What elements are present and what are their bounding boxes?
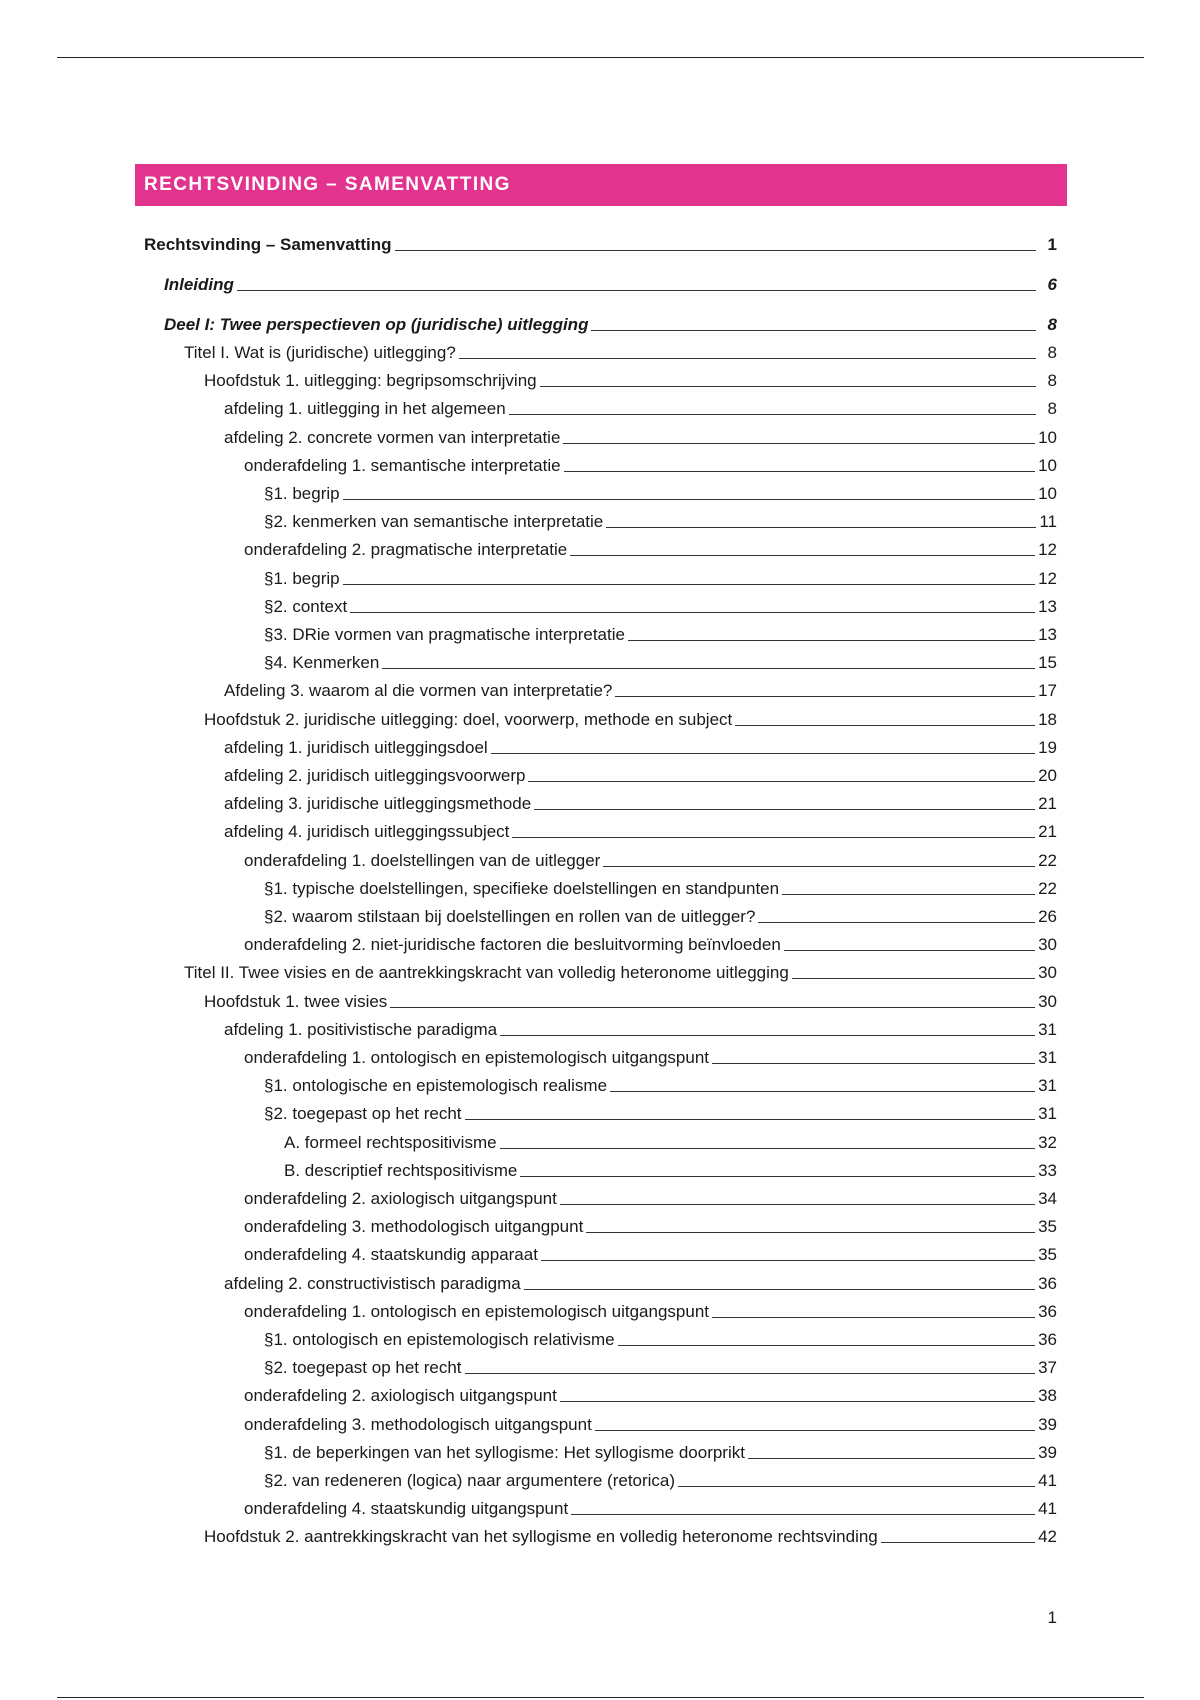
toc-entry-title: Hoofdstuk 2. juridische uitlegging: doel, voorwerp, methode en subject bbox=[204, 709, 733, 729]
toc-entry-title: onderafdeling 2. niet-juridische factoren die besluitvorming beïnvloeden bbox=[244, 935, 781, 955]
toc-entry-page: 12 bbox=[1038, 568, 1057, 588]
toc-entry-page: 30 bbox=[1038, 963, 1057, 983]
toc-leader-line bbox=[560, 1204, 1035, 1205]
toc-leader-line bbox=[782, 894, 1035, 895]
toc-entry[interactable] bbox=[224, 1015, 1057, 1041]
toc-entry[interactable] bbox=[244, 1240, 1057, 1266]
toc-leader-line bbox=[615, 696, 1035, 697]
toc-leader-line bbox=[610, 1091, 1035, 1092]
toc-leader-line bbox=[748, 1458, 1035, 1459]
toc-entry[interactable] bbox=[204, 1522, 1057, 1548]
toc-entry-title: onderafdeling 1. ontologisch en epistemologisch uitgangspunt bbox=[244, 1048, 709, 1067]
toc-entry[interactable] bbox=[224, 733, 1057, 759]
toc-entry[interactable] bbox=[224, 676, 1057, 702]
toc-entry[interactable] bbox=[244, 1381, 1057, 1407]
toc-entry[interactable] bbox=[264, 1466, 1057, 1492]
toc-entry[interactable] bbox=[264, 1325, 1057, 1351]
toc-entry-title: onderafdeling 3. methodologisch uitgangpunt bbox=[244, 1217, 584, 1237]
toc-leader-line bbox=[586, 1232, 1035, 1233]
toc-leader-line bbox=[237, 290, 1036, 291]
toc-entry[interactable] bbox=[244, 451, 1057, 477]
toc-entry[interactable] bbox=[244, 1212, 1057, 1238]
toc-entry-title: onderafdeling 1. semantische interpretatie bbox=[244, 455, 561, 475]
toc-leader-line bbox=[603, 866, 1035, 867]
toc-entry-page: 31 bbox=[1038, 1076, 1057, 1096]
toc-entry-title: A. formeel rechtspositivisme bbox=[284, 1132, 497, 1152]
toc-leader-line bbox=[560, 1401, 1035, 1402]
toc-entry-title: §2. van redeneren (logica) naar argumentere (retorica) bbox=[264, 1471, 676, 1490]
toc-entry[interactable] bbox=[284, 1128, 1057, 1154]
toc-leader-line bbox=[758, 922, 1035, 923]
toc-leader-line bbox=[465, 1373, 1036, 1374]
toc-entry-title: afdeling 2. constructivistisch paradigma bbox=[224, 1273, 521, 1293]
toc-entry-page: 31 bbox=[1038, 1104, 1057, 1124]
toc-entry-title: §2. context bbox=[264, 596, 348, 616]
toc-leader-line bbox=[540, 386, 1036, 387]
toc-entry-page: 36 bbox=[1038, 1273, 1057, 1293]
toc-entry[interactable] bbox=[244, 846, 1057, 872]
toc-entry-title: Inleiding bbox=[164, 275, 234, 294]
toc-leader-line bbox=[500, 1148, 1036, 1149]
toc-entry[interactable] bbox=[264, 507, 1057, 533]
toc-entry-title: onderafdeling 1. ontologisch en epistemologisch uitgangspunt bbox=[244, 1301, 709, 1321]
toc-leader-line bbox=[784, 950, 1035, 951]
toc-leader-line bbox=[512, 837, 1035, 838]
toc-entry-page: 20 bbox=[1038, 766, 1057, 785]
toc-entry[interactable] bbox=[264, 1438, 1057, 1464]
toc-entry[interactable] bbox=[164, 310, 1057, 336]
toc-entry-title: §1. begrip bbox=[264, 568, 340, 588]
toc-entry[interactable] bbox=[204, 705, 1057, 731]
toc-entry[interactable] bbox=[244, 1297, 1057, 1323]
toc-entry-page: 8 bbox=[1047, 371, 1057, 391]
toc-entry-page: 30 bbox=[1038, 935, 1057, 955]
toc-leader-line bbox=[618, 1345, 1036, 1346]
toc-leader-line bbox=[606, 527, 1036, 528]
toc-entry[interactable] bbox=[244, 1184, 1057, 1210]
toc-entry-page: 11 bbox=[1039, 512, 1057, 532]
toc-entry-title: onderafdeling 2. pragmatische interpretatie bbox=[244, 540, 568, 560]
toc-entry-title: Deel I: Twee perspectieven op (juridische) uitlegging bbox=[164, 315, 589, 334]
toc-entry-title: afdeling 3. juridische uitleggingsmethode bbox=[224, 794, 532, 814]
toc-entry-title: §4. Kenmerken bbox=[264, 653, 380, 673]
toc-entry-page: 22 bbox=[1038, 850, 1057, 870]
bottom-rule bbox=[57, 1697, 1144, 1698]
toc-entry-page: 42 bbox=[1038, 1527, 1057, 1547]
toc-entry-title: Hoofdstuk 2. aantrekkingskracht van het syllogisme en volledig heteronome rechtsvinding bbox=[204, 1527, 878, 1547]
toc-entry-page: 39 bbox=[1038, 1414, 1057, 1434]
toc-leader-line bbox=[541, 1260, 1035, 1261]
toc-entry[interactable] bbox=[244, 535, 1057, 561]
toc-leader-line bbox=[465, 1119, 1036, 1120]
toc-leader-line bbox=[343, 584, 1035, 585]
toc-entry-title: §2. toegepast op het recht bbox=[264, 1104, 462, 1124]
toc-entry-page: 15 bbox=[1038, 653, 1057, 673]
toc-entry-page: 39 bbox=[1038, 1442, 1057, 1462]
toc-entry-page: 18 bbox=[1038, 709, 1057, 729]
toc-entry-page: 36 bbox=[1038, 1301, 1057, 1321]
toc-entry[interactable] bbox=[244, 1043, 1057, 1069]
toc-entry[interactable] bbox=[284, 1156, 1057, 1182]
toc-entry-page: 34 bbox=[1038, 1189, 1057, 1208]
toc-leader-line bbox=[881, 1542, 1035, 1543]
toc-entry[interactable] bbox=[204, 366, 1057, 392]
toc-leader-line bbox=[509, 414, 1036, 415]
toc-entry-title: afdeling 4. juridisch uitleggingssubject bbox=[224, 822, 510, 842]
toc-entry[interactable] bbox=[264, 874, 1057, 900]
toc-entry[interactable] bbox=[164, 270, 1057, 296]
toc-entry-title: B. descriptief rechtspositivisme bbox=[284, 1160, 518, 1180]
toc-entry-page: 12 bbox=[1038, 540, 1057, 560]
toc-entry[interactable] bbox=[264, 479, 1057, 505]
toc-entry-title: §1. de beperkingen van het syllogisme: Het syllogisme doorprikt bbox=[264, 1442, 745, 1462]
toc-entry[interactable] bbox=[224, 789, 1057, 815]
page-number: 1 bbox=[1047, 1608, 1057, 1627]
toc-leader-line bbox=[591, 330, 1036, 331]
toc-entry[interactable] bbox=[244, 930, 1057, 956]
toc-entry-title: onderafdeling 1. doelstellingen van de uitlegger bbox=[244, 850, 601, 870]
toc-entry-page: 32 bbox=[1038, 1132, 1057, 1152]
toc-entry-title: afdeling 1. positivistische paradigma bbox=[224, 1019, 498, 1039]
toc-entry-page: 21 bbox=[1038, 794, 1057, 814]
toc-leader-line bbox=[712, 1317, 1035, 1318]
toc-entry-title: §1. begrip bbox=[264, 484, 340, 503]
toc-leader-line bbox=[390, 1007, 1035, 1008]
toc-entry-page: 37 bbox=[1038, 1358, 1057, 1378]
toc-entry-title: afdeling 2. juridisch uitleggingsvoorwerp bbox=[224, 766, 526, 785]
toc-entry-title: Hoofdstuk 1. uitlegging: begripsomschrijving bbox=[204, 371, 537, 391]
toc-entry-page: 8 bbox=[1047, 315, 1057, 334]
toc-leader-line bbox=[528, 781, 1035, 782]
toc-entry-page: 1 bbox=[1047, 235, 1057, 254]
toc-entry-page: 22 bbox=[1038, 878, 1057, 898]
toc-entry[interactable] bbox=[224, 761, 1057, 787]
toc-entry-title: §1. ontologische en epistemologisch realisme bbox=[264, 1076, 608, 1096]
toc-leader-line bbox=[524, 1289, 1035, 1290]
toc-leader-line bbox=[792, 978, 1035, 979]
toc-entry[interactable] bbox=[244, 1494, 1057, 1520]
toc-entry-page: 35 bbox=[1038, 1217, 1057, 1237]
toc-entry-title: onderafdeling 4. staatskundig uitgangspunt bbox=[244, 1499, 569, 1519]
toc-entry-title: Afdeling 3. waarom al die vormen van interpretatie? bbox=[224, 681, 613, 701]
toc-entry-page: 33 bbox=[1038, 1160, 1057, 1180]
toc-entry-page: 6 bbox=[1047, 275, 1057, 294]
toc-entry-title: afdeling 2. concrete vormen van interpretatie bbox=[224, 427, 561, 447]
toc-entry[interactable] bbox=[264, 1353, 1057, 1379]
toc-entry[interactable] bbox=[264, 592, 1057, 618]
toc-leader-line bbox=[382, 668, 1035, 669]
toc-entry-page: 31 bbox=[1038, 1019, 1057, 1039]
toc-leader-line bbox=[343, 499, 1035, 500]
toc-entry[interactable] bbox=[264, 1099, 1057, 1125]
toc-entry-title: Titel I. Wat is (juridische) uitlegging? bbox=[184, 343, 456, 362]
toc-entry[interactable] bbox=[224, 817, 1057, 843]
toc-leader-line bbox=[678, 1486, 1035, 1487]
toc-entry[interactable] bbox=[264, 648, 1057, 674]
toc-entry[interactable] bbox=[224, 423, 1057, 449]
toc-leader-line bbox=[571, 1514, 1035, 1515]
toc-entry-page: 41 bbox=[1038, 1499, 1057, 1519]
toc-entry-page: 13 bbox=[1038, 625, 1057, 644]
toc-entry[interactable] bbox=[264, 1071, 1057, 1097]
toc-entry-page: 30 bbox=[1038, 991, 1057, 1011]
toc-entry-page: 35 bbox=[1038, 1245, 1057, 1265]
toc-entry-title: §3. DRie vormen van pragmatische interpretatie bbox=[264, 625, 625, 644]
toc-entry-page: 31 bbox=[1038, 1048, 1057, 1067]
toc-leader-line bbox=[520, 1176, 1035, 1177]
toc-leader-line bbox=[563, 443, 1035, 444]
toc-entry-page: 19 bbox=[1038, 737, 1057, 757]
toc-leader-line bbox=[564, 471, 1035, 472]
toc-leader-line bbox=[491, 753, 1035, 754]
toc-entry-title: §2. waarom stilstaan bij doelstellingen en rollen van de uitlegger? bbox=[264, 907, 756, 926]
toc-entry-page: 26 bbox=[1038, 907, 1057, 926]
toc-entry-page: 17 bbox=[1038, 681, 1057, 701]
toc-entry-title: §1. ontologisch en epistemologisch relativisme bbox=[264, 1330, 615, 1349]
toc-entry[interactable] bbox=[184, 958, 1057, 984]
toc-entry-page: 21 bbox=[1038, 822, 1057, 842]
toc-entry-page: 8 bbox=[1047, 399, 1057, 419]
document-title-banner: RECHTSVINDING – SAMENVATTING bbox=[135, 164, 1067, 206]
toc-leader-line bbox=[500, 1035, 1035, 1036]
toc-entry[interactable] bbox=[264, 564, 1057, 590]
toc-leader-line bbox=[735, 725, 1035, 726]
toc-entry-title: onderafdeling 3. methodologisch uitgangspunt bbox=[244, 1414, 592, 1434]
toc-entry[interactable] bbox=[144, 230, 1057, 256]
toc-leader-line bbox=[570, 555, 1035, 556]
toc-entry-title: afdeling 1. juridisch uitleggingsdoel bbox=[224, 737, 488, 757]
toc-entry-page: 10 bbox=[1038, 455, 1057, 475]
toc-entry-title: §2. toegepast op het recht bbox=[264, 1358, 462, 1378]
toc-entry[interactable] bbox=[264, 902, 1057, 928]
toc-entry-title: §2. kenmerken van semantische interpretatie bbox=[264, 512, 604, 532]
toc-entry-title: Hoofdstuk 1. twee visies bbox=[204, 991, 388, 1011]
toc-entry-title: Titel II. Twee visies en de aantrekkingskracht van volledig heteronome uitlegging bbox=[184, 963, 789, 983]
toc-entry-title: onderafdeling 2. axiologisch uitgangspunt bbox=[244, 1189, 557, 1208]
toc-entry[interactable] bbox=[264, 620, 1057, 646]
toc-leader-line bbox=[395, 250, 1037, 251]
top-rule bbox=[57, 57, 1144, 58]
toc-leader-line bbox=[595, 1430, 1035, 1431]
toc-entry-title: §1. typische doelstellingen, specifieke doelstellingen en standpunten bbox=[264, 878, 780, 898]
toc-entry-page: 10 bbox=[1038, 484, 1057, 503]
toc-entry-page: 8 bbox=[1047, 343, 1057, 362]
toc-leader-line bbox=[459, 358, 1036, 359]
toc-leader-line bbox=[628, 640, 1035, 641]
toc-leader-line bbox=[350, 612, 1035, 613]
toc-entry-title: afdeling 1. uitlegging in het algemeen bbox=[224, 399, 506, 419]
toc-entry-page: 41 bbox=[1038, 1471, 1057, 1490]
toc-entry[interactable] bbox=[184, 338, 1057, 364]
toc-entry-page: 10 bbox=[1038, 427, 1057, 447]
toc-entry[interactable] bbox=[204, 987, 1057, 1013]
toc-leader-line bbox=[712, 1063, 1035, 1064]
toc-entry-page: 13 bbox=[1038, 596, 1057, 616]
toc-leader-line bbox=[534, 809, 1035, 810]
toc-entry-page: 36 bbox=[1038, 1330, 1057, 1349]
toc-entry[interactable] bbox=[224, 394, 1057, 420]
toc-entry-title: onderafdeling 4. staatskundig apparaat bbox=[244, 1245, 538, 1265]
toc-entry[interactable] bbox=[244, 1410, 1057, 1436]
toc-entry[interactable] bbox=[224, 1269, 1057, 1295]
toc-entry-title: onderafdeling 2. axiologisch uitgangspunt bbox=[244, 1386, 557, 1406]
toc-entry-page: 38 bbox=[1038, 1386, 1057, 1406]
toc-entry-title: Rechtsvinding – Samenvatting bbox=[144, 235, 392, 254]
